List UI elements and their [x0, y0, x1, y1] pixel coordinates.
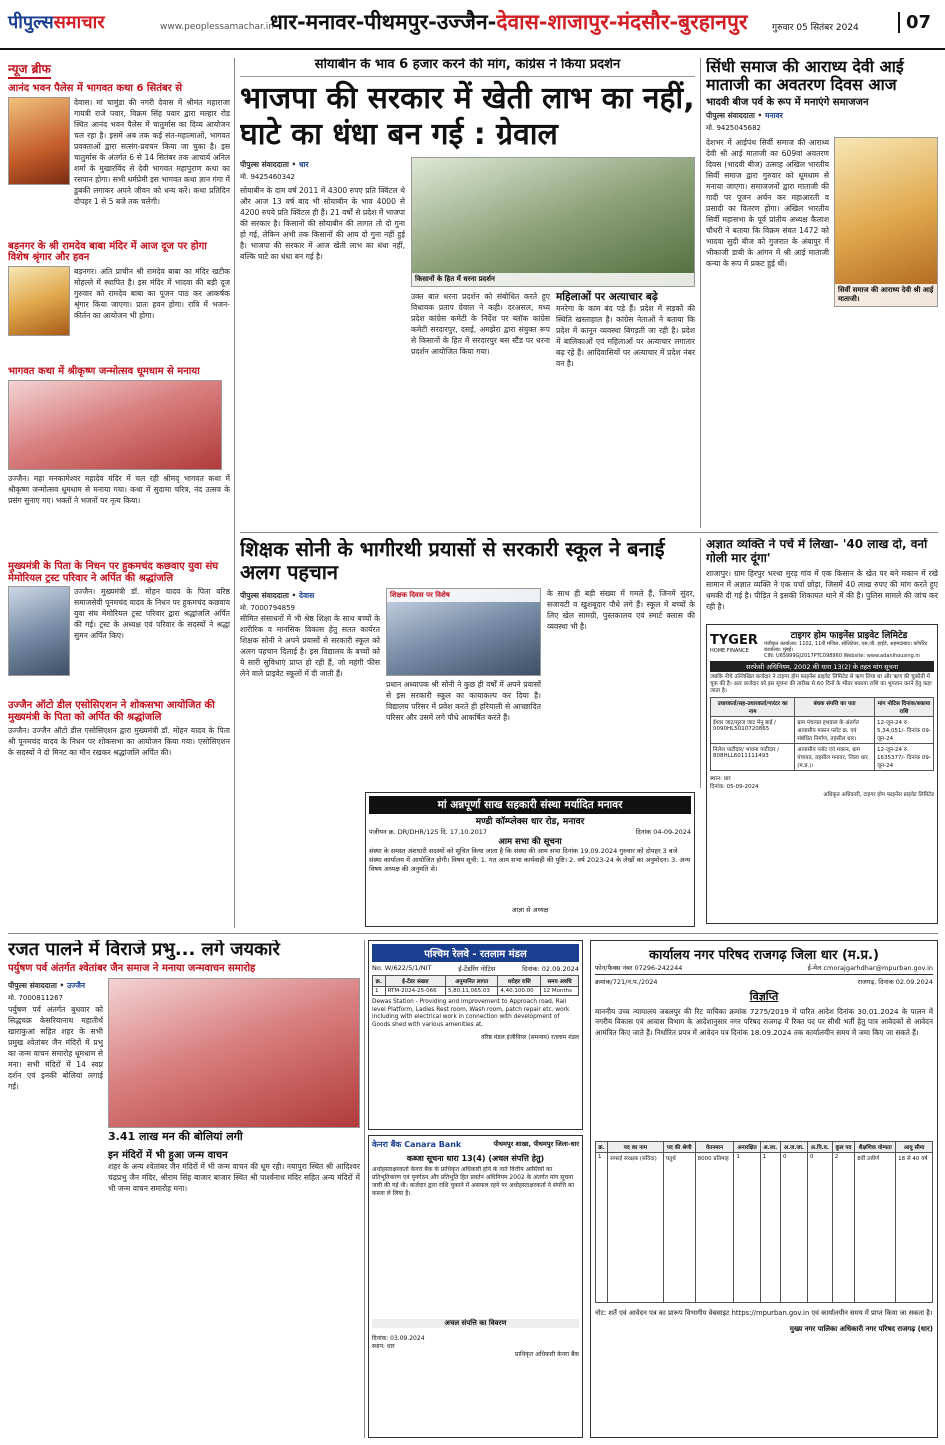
sirvi-headline[interactable]: सिंधी समाज की आराध्य देवी आई माताजी का अवतरण दिवस आज	[706, 58, 904, 95]
brief-title: बड़नगर के श्री रामदेव बाबा मंदिर में आज दूज पर होगा विशेष श्रृंगार और हवन	[8, 240, 207, 263]
brief-title: मुख्यमंत्री के पिता के निधन पर हुकमचंद कछवाए युवा संघ मेमोरियल ट्रस्ट परिवार ने अर्पित की श्रद्धांजलि	[8, 561, 219, 584]
table-row	[373, 987, 579, 996]
tyger-date: दिनांक: 05-09-2024	[710, 784, 759, 791]
canara-branch: पीथमपुर शाखा, पीथमपुर जिला-धार	[493, 1140, 579, 1148]
coop-body: संस्था के समस्त अंशधारी सदस्यों को सूचित किया जाता है कि संस्था की आम सभा दिनांक 19.09.2024 गुरुवार को दोपहर 3 बजे संस्था कार्यालय में आयोजित होगी। विषय सूची: 1. गत आम सभा कार्यवाही की पुष्टि। 2. वर्ष 2023-24 के लेखों का अनुमोदन। 3. अन्य विषय अध्यक्ष की अनुमति से।	[369, 847, 691, 873]
tyger-cell: आवासीय प्लॉट एवं मकान, ग्राम पंचायत, तहसील मनावर, जिला धार (म.प्र.)।	[795, 744, 875, 771]
rajgarh-table	[595, 1141, 933, 1303]
rajgarh-cell: 8वीं उत्तीर्ण	[855, 1153, 896, 1303]
jain-photo-caption: 3.41 लाख मन की बोलियां लगी	[108, 1130, 243, 1144]
jain-body: पर्युषण पर्व अंतर्गत बुधवार को सिद्धचक्र केसरियानाथ महातीर्थ खाराकुआं सहित शहर के सभी प्रमुख श्वेतांबर जैन मंदिरों में प्रभु का जन्म वाचन समारोह धूमधाम से मना। सभी मंदिरों में 14 स्वप्न दर्शन एवं इनकी बोलियां लगाई गईं।	[8, 1004, 103, 1091]
rajgarh-col-header: अ.पि.व.	[807, 1142, 832, 1153]
teacher-story	[240, 538, 695, 788]
rajgarh-col-header: वेतनमान	[695, 1142, 734, 1153]
byline-name: पीपुल्स संवाददाता	[706, 111, 755, 121]
lead-headline[interactable]: भाजपा की सरकार में खेती लाभ का नहीं, घाटे का धंधा बन गई : ग्रेवाल	[240, 80, 695, 152]
page-number: 07	[898, 12, 931, 33]
railway-subtitle: ई-टेंडरिंग नोटिस	[458, 965, 496, 973]
teacher-body-2: प्रधान अध्यापक श्री सोनी ने कुछ ही वर्षों में अपने प्रयासों से इस सरकारी स्कूल का कायाकल्प कर दिया है। विद्यालय परिसर में प्रवेश करते ही हरियाली से आच्छादित परिसर और उसमें लगे पौधे आकर्षित करते हैं।	[386, 680, 541, 722]
issue-date: गुरुवार 05 सितंबर 2024	[772, 23, 859, 33]
railway-title: पश्चिम रेलवे - रतलाम मंडल	[372, 944, 579, 962]
brief-item	[8, 366, 230, 558]
railway-cell: 5,80,11,065.03	[445, 987, 497, 996]
jain-subhead-2: इन मंदिरों में भी हुआ जन्म वाचन	[108, 1149, 228, 1161]
rajgarh-col-header: क्र.	[596, 1142, 608, 1153]
sirvi-body: देशभर में आईपंथ सिर्वी समाज की आराध्य देवी श्री आई माताजी का 609वां अवतरण दिवस (भादवी बीज) उत्साह अखिल भारतीय सिर्वी समाज द्वारा गुरुवार को धूमधाम से मनाया जाएगा। समाजजनों द्वारा माताजी की गादी पर पूजन अर्चन कर महाआरती व प्रसादी का वितरण होगा। अखिल भारतीय सिर्वी महासभा के पूर्व प्रांतीय अध्यक्ष कैलाश चौधरी ने बताया कि विक्रम संवत 1472 को भादवा सुदी बीज को गुजरात के अंबापुर में भीकाजी डाबी के आंगन में श्री आई माताजी कन्या के रूप में प्रकट हुई थीं।	[706, 137, 829, 268]
rajgarh-cell: 8000 प्रतिमाह	[695, 1153, 734, 1303]
jain-story	[8, 940, 360, 1438]
table-row	[711, 717, 934, 744]
canara-logo: केनरा बैंक Canara Bank	[372, 1140, 462, 1149]
brief-body: उज्जैन। महा मनकामेश्वर महादेव मंदिर में चल रही श्रीमद् भागवत कथा में श्रीकृष्ण जन्मोत्सव धूमधाम से मनाया गया। कथा में सुदामा चरित्र, नंद उत्सव के प्रसंग सुनाए गए। भक्तों ने भजनों पर नृत्य किया।	[8, 474, 230, 505]
rajgarh-body: माननीय उच्च न्यायालय जबलपुर की रिट याचिका क्रमांक 7275/2019 में पारित आदेश दिनांक 30.01.2024 के पालन में नगरीय विकास एवं आवास विभाग के आदेशानुसार नगर परिषद राजगढ़ में रिक्त पद पर सीधी भर्ती हेतु पात्र आवेदकों से आवेदन आमंत्रित किए जाते हैं। निर्धारित प्रपत्र में आवेदन पत्र दिनांक 18.09.2024 तक कार्यालयीन समय में जमा किए जा सकते हैं।	[595, 1007, 933, 1037]
sirvi-photo	[834, 137, 938, 307]
tyger-place: स्थान: धार	[710, 776, 731, 783]
rajgarh-col-header: कुल पद	[832, 1142, 854, 1153]
tyger-table	[710, 697, 934, 771]
sirvi-subhead: भादवी बीज पर्व के रूप में मनाएंगे समाजजन	[706, 96, 869, 108]
byline-name: पीपुल्स संवाददाता	[8, 981, 57, 991]
teacher-special-tag: शिक्षक दिवस पर विशेष	[387, 589, 540, 602]
tyger-cin: CIN: U65999GJ2017PTC098960 Website: www.adanihousing.in	[764, 653, 920, 659]
byline-phone: मो. 7000811267	[8, 994, 63, 1003]
tyger-cell: ग्राम पंचायत हथवाल के अंतर्गत आवासीय मकान प्लॉट क्र. एवं संबंधित निर्माण, तहसील धार।	[795, 717, 875, 744]
column-rule	[234, 58, 235, 928]
table-row	[596, 1153, 933, 1303]
lead-body-2: उक्त बात धरना प्रदर्शन को संबोधित करते हुए विधायक प्रताप ग्रेवाल ने कही। दरअसल, मध्य प्रदेश कांग्रेस कमेटी के निर्देश पर ब्लॉक कांग्रेस कमेटी सरदारपुर, दसई, अमझेरा द्वारा संयुक्त रूप से किसानों के हित में सरदारपुर बस स्टैंड पर धरना प्रदर्शन आयोजित किया गया।	[411, 291, 550, 356]
tyger-address: पंजीकृत कार्यालय: 1102, 11वीं मंजिल, सोलिटेयर, एस.जी. हाईवे, अहमदाबाद। कॉर्पोरेट कार्यालय: मुंबई।	[764, 641, 928, 653]
rajgarh-parishad-ad	[590, 940, 938, 1438]
rajgarh-col-header: शैक्षणिक योग्यता	[855, 1142, 896, 1153]
brief-item	[8, 83, 230, 237]
lead-body-1: सोयाबीन के दाम वर्ष 2011 में 4300 रुपए प्रति क्विंटल थे और आज 13 वर्ष बाद भी सोयाबीन के भाव 4000 से 4200 रुपये प्रति क्विंटल ही हैं। 21 वर्षों से प्रदेश में भाजपा की सरकार है। किसानों की सोयाबीन की लागत तो दो गुना हो गई, लेकिन अभी तक किसानों की आय दो गुना नहीं हुई है। भाजपा की सरकार में आज खेती लाभ का धंधा नहीं, बल्कि घाटे का धंधा बन गई है।	[240, 186, 405, 262]
region-red: देवास-शाजापुर-मंदसौर-बुरहानपुर	[496, 10, 748, 34]
threat-story	[706, 538, 938, 618]
canara-sign: प्राधिकृत अधिकारी केनरा बैंक	[515, 1351, 579, 1358]
tyger-col-header: बंधक संपत्ति का पता	[795, 698, 875, 717]
tyger-cell: ईश्वर जाट/सूरज जाट मेनू बाई / 0090HL5010720865	[711, 717, 795, 744]
coop-sign: आज्ञा से अध्यक्ष	[511, 906, 549, 914]
column-rule	[364, 940, 365, 1438]
rajgarh-ref: क्रमांक/721/न.प./2024	[595, 978, 658, 986]
lead-byline: पीपुल्स संवाददाता • धार	[240, 159, 309, 169]
brief-photo	[8, 266, 70, 336]
coop-notice: आम सभा की सूचना	[498, 837, 562, 847]
tyger-cell: निलेश पाटीदार/ भावना पाटीदार / 808HLL6011111493	[711, 744, 795, 771]
region-black: धार-मनावर-पीथमपुर-उज्जैन-	[270, 10, 497, 34]
teacher-body-1: सीमित संसाधनों में भी श्रेष्ठ शिक्षा के साथ बच्चों के शारीरिक व मानसिक विकास हेतु सतत कार्यरत शिक्षक सोनी ने अपने प्रयासों से सरकारी स्कूल को अलग पहचान दिलाई है। इस विद्यालय के बच्चों को ये सारी सुविधाएं प्राप्त हो रही हैं, जो महंगी फीस लेने वाले प्राइवेट स्कूलों में दी जाती हैं।	[240, 614, 380, 679]
rajgarh-cell: 1	[596, 1153, 608, 1303]
rajgarh-cell: 0	[807, 1153, 832, 1303]
tyger-intro: जबकि नीचे उल्लिखित कर्जदार ने टाइगर होम फाइनेंस प्राइवेट लिमिटेड से ऋण लिया था और ऋण की चुकौती में चूक की है। अतः कर्जदार को इस सूचना की तारीख से 60 दिनों के भीतर बकाया राशि का भुगतान करने हेतु कहा जाता है।	[710, 674, 932, 695]
lead-body-3: मनरेगा के काम बंद पड़े हैं। प्रदेश में सड़कों की स्थिति खस्ताहाल है। कांग्रेस नेताओं ने बताया कि प्रदेश में कानून व्यवस्था बिगड़ती जा रही है। प्रदेश में बालिकाओं एवं महिलाओं पर अत्याचार लगातार बढ़ रहे हैं। आदिवासियों पर अत्याचार में प्रदेश नंबर वन है।	[556, 304, 695, 368]
tyger-cell: 12-जून-24 रु. 5,34,051/- दिनांक 09-जून-24	[874, 717, 933, 744]
teacher-byline: पीपुल्स संवाददाता • देवास	[240, 591, 315, 600]
rajgarh-col-header: आयु सीमा	[896, 1142, 933, 1153]
rajgarh-email[interactable]: ई-मेल cmorajgarhdhar@mpurban.gov.in	[807, 964, 933, 972]
jain-subhead: पर्युषण पर्व अंतर्गत श्वेतांबर जैन समाज ने मनाया जन्मवाचन समारोह	[8, 962, 256, 974]
canara-title: कब्जा सूचना धारा 13(4) (अचल संपत्ति हेतु)	[406, 1154, 545, 1163]
tyger-col-header: उधारकर्ता/सह-उधारकर्ता/गारंटर का नाम	[711, 698, 795, 717]
rajgarh-col-header: अनारक्षित	[734, 1142, 760, 1153]
brief-photo	[8, 97, 70, 185]
railway-date: दिनांक: 02.09.2024	[522, 965, 579, 973]
lead-subhead: महिलाओं पर अत्याचार बढ़े	[556, 290, 658, 303]
brief-body: उज्जैन। मुख्यमंत्री डॉ. मोहन यादव के पिता वरिष्ठ समाजसेवी पूनमचंद यादव के निधन पर हुकमचंद कछवाय युवा संघ मेमोरियल ट्रस्ट परिवार द्वारा श्रद्धांजलि अर्पित की गई। ट्रस्ट के अध्यक्ष एवं परिवार के सदस्यों ने श्रद्धा सुमन अर्पित किए।	[74, 587, 230, 640]
brief-body: देवास। मां चामुंडा की नगरी देवास में श्रीमंत महाराजा गायत्री राजे पवार, विक्रम सिंह पवार द्वारा मल्हार रोड स्थित आनंद भवन पैलेस में चातुर्मास का दिव्य आयोजन चल रहा है। इसमें अब तक कई संत-महात्माओं, भागवत प्रवक्ताओं द्वारा सत्संग-प्रवचन किया जा चुका है। इस चातुर्मास के अंतर्गत 6 से 14 सितंबर तक आचार्य अनिल शर्मा के मुखारविंद से देवी भागवत महापुराण कथा का रसपान होगा। सभी धर्मप्रेमी इस भागवत कथा ज्ञान गंगा में डुबकी लगाकर अपने जीवन को धन्य करें। कथा प्रतिदिन दोपहर 1 से 5 बजे तक चलेगी।	[74, 97, 230, 206]
tyger-notice: सरफेसी अधिनियम, 2002 की धारा 13(2) के तहत मांग सूचना	[710, 661, 934, 672]
railway-col-header: समय अवधि	[541, 976, 579, 987]
brief-photo	[8, 586, 70, 676]
teacher-body-3: के साथ ही बड़ी संख्या में गमले हैं, जिनमें सुंदर, सजावटी व खुशबूदार पौधे लगे हैं। स्कूल में बच्चों के लिए खेल सामग्री, पुस्तकालय एवं स्मार्ट क्लास की व्यवस्था भी है।	[547, 589, 695, 631]
tyger-brand: TYGER	[710, 633, 758, 648]
tyger-finance-ad	[706, 624, 938, 924]
rajgarh-col-header: पद का नाम	[608, 1142, 663, 1153]
teacher-headline[interactable]: शिक्षक सोनी के भागीरथी प्रयासों से सरकारी स्कूल ने बनाई अलग पहचान	[240, 538, 665, 584]
news-brief-column	[8, 58, 230, 928]
news-brief-label: न्यूज ब्रीफ	[8, 60, 51, 79]
tyger-brand-sub: HOME FINANCE	[710, 648, 749, 654]
rajgarh-cell: 1	[760, 1153, 780, 1303]
tyger-cell: 12-जून-24 रु. 1635377/- दिनांक 09-जून-24	[874, 744, 933, 771]
brief-photo	[8, 380, 222, 470]
newspaper-logo[interactable]	[8, 10, 105, 34]
sirvi-byline: पीपुल्स संवाददाता • मनावर	[706, 111, 783, 121]
rajgarh-cell: 2	[832, 1153, 854, 1303]
railway-footer: वरिष्ठ मंडल इंजीनियर (समन्वय) रतलाम मंडल	[481, 1034, 579, 1042]
lead-photo-caption: किसानों के हित में धरना प्रदर्शन	[412, 273, 694, 286]
rajgarh-col-header: अ.जा.	[760, 1142, 780, 1153]
byline-name: पीपुल्स संवाददाता	[240, 591, 289, 600]
region-banner	[270, 8, 747, 36]
railway-table	[372, 975, 579, 996]
rajgarh-col-header: पद की श्रेणी	[663, 1142, 695, 1153]
rajgarh-notice-title: विज्ञप्ति	[749, 990, 779, 1003]
byline-bureau: उज्जैन	[66, 981, 86, 991]
coop-address: मण्डी कॉम्प्लेक्स धार रोड, मनावर	[475, 817, 585, 827]
rajgarh-cell: सफाई संरक्षक (संविदा)	[608, 1153, 663, 1303]
byline-phone: मो. 7000794859	[240, 604, 295, 612]
jain-photo	[108, 978, 360, 1128]
section-rule	[8, 933, 938, 934]
coop-reg: पंजीयन क्र. DR/DHR/125 दि. 17.10.2017	[369, 828, 488, 836]
rajgarh-cell: 0	[780, 1153, 807, 1303]
byline-bureau: देवास	[298, 591, 315, 600]
section-rule	[240, 532, 938, 533]
byline-bureau: मनावर	[764, 111, 783, 121]
byline-name: पीपुल्स संवाददाता	[240, 159, 289, 169]
tyger-title: टाइगर होम फाइनेंस प्राइवेट लिमिटेड	[790, 631, 908, 641]
threat-headline[interactable]: अज्ञात व्यक्ति ने पर्चे में लिखा- '40 लाख दो, वर्ना गोली मार दूंगा'	[706, 538, 928, 565]
rajgarh-col-header: अ.ज.जा.	[780, 1142, 807, 1153]
cooperative-ad	[365, 792, 695, 927]
coop-date: दिनांक 04-09-2024	[635, 828, 691, 836]
threat-body: शाजापुर। ग्राम हिरपुर भरथा मुरड़ गांव में एक किसान के खेत पर बने मकान में रखे सामान में अज्ञात व्यक्ति ने एक पर्चा छोड़ा, जिसमें 40 लाख रुपए की मांग करते हुए धमकी दी गई है। पीड़ित ने इसकी शिकायत थाने में की है। पुलिस मामले की जांच कर रही है।	[706, 568, 938, 611]
rajgarh-cell: चतुर्थ	[663, 1153, 695, 1303]
rajgarh-phone: फोन/फैक्स नंबर 07296-242244	[595, 964, 683, 972]
column-rule	[700, 538, 701, 788]
railway-ref: No. W/622/5/1/NIT	[372, 964, 432, 972]
brief-body: बड़नगर। अति प्राचीन श्री रामदेव बाबा का मंदिर खटीक मोहल्ले में स्थापित है। इस मंदिर में भादवा की बड़ी दूज गुरुवार को रामदेव बाबा का पूजन पाठ कर आकर्षक श्रृंगार किया जाएगा। प्रातः हवन होगा। रात्रि में भजन-कीर्तन का आयोजन भी होगा।	[74, 266, 230, 320]
rajgarh-footer: नोट: शर्ते एवं आवेदन पत्र का प्रारूप विभागीय वेबसाइट https://mpurban.gov.in एवं कार्यालयीन समय में प्राप्त किया जा सकता है।	[595, 1309, 933, 1317]
logo-right: समाचार	[53, 12, 105, 33]
website-url[interactable]: www.peoplessamachar.in	[160, 22, 274, 32]
logo-left: पीपुल्स	[8, 12, 54, 33]
jain-byline: पीपुल्स संवाददाता • उज्जैन	[8, 981, 86, 991]
jain-body-2: शहर के अन्य श्वेतांबर जैन मंदिरों में भी जन्म वाचन की धूम रही। नयापुरा स्थित श्री आदिश्वर चंद्रप्रभु जैन मंदिर, श्रीराम सिंह बाजार बाजार स्थित श्री पार्श्वनाथ मंदिर सहित अन्य मंदिरों में भी जन्म वाचन समारोह मना।	[108, 1162, 360, 1194]
column-rule	[700, 58, 701, 528]
jain-headline[interactable]: रजत पालने में विराजे प्रभु... लगे जयकारे	[8, 940, 280, 960]
railway-cell: RTM-2024-25-066	[385, 987, 445, 996]
canara-bank-ad	[368, 1135, 583, 1438]
coop-title: मां अन्नपूर्णा साख सहकारी संस्था मर्यादित मनावर	[369, 796, 691, 814]
railway-desc: Dewas Station - Providing and improvement to Approach road, Rail level Platform, Ladies Rest room, Wash room, patch repair etc. work including with electrical work in connection with development of Goods shed with various amenities at.	[372, 999, 570, 1028]
rajgarh-cell: 18 से 40 वर्ष	[896, 1153, 933, 1303]
brief-item	[8, 241, 230, 362]
railway-cell: 1	[373, 987, 386, 996]
byline-phone: मो. 9425045682	[706, 124, 761, 133]
railway-tender-ad	[368, 940, 583, 1130]
lead-story	[240, 58, 695, 528]
teacher-photo	[386, 588, 541, 676]
byline-phone: मो. 9425460342	[240, 172, 295, 181]
brief-title: भागवत कथा में श्रीकृष्ण जन्मोत्सव धूमधाम से मनाया	[8, 365, 200, 377]
brief-title: आनंद भवन पैलेस में भागवत कथा 6 सितंबर से	[8, 83, 183, 94]
railway-cell: 12 Months	[541, 987, 579, 996]
rajgarh-cell: 1	[734, 1153, 760, 1303]
brief-title: उज्जैन ऑटो डील एसोसिएशन ने शोकसभा आयोजित की मुख्यमंत्री के पिता को अर्पित की श्रद्धांजलि	[8, 700, 215, 723]
byline-bureau: धार	[298, 159, 309, 169]
railway-cell: 4,40,100.00	[498, 987, 541, 996]
brief-item	[8, 700, 230, 845]
rajgarh-ref-date: राजगढ़, दिनांक 02.09.2024	[857, 978, 933, 986]
lead-photo	[411, 157, 695, 287]
railway-col-header: अनुमानित लागत	[445, 976, 497, 987]
masthead	[0, 0, 945, 50]
brief-item	[8, 561, 230, 696]
canara-body: अधोहस्ताक्षरकर्ता केनरा बैंक के प्राधिकृत अधिकारी होने के नाते वित्तीय आस्तियों का प्रतिभूतिकरण एवं पुनर्गठन और प्रतिभूति हित प्रवर्तन अधिनियम 2002 के अंतर्गत मांग सूचना जारी की गई थी। कर्जदार द्वारा राशि चुकाने में असफल रहने पर अधोहस्ताक्षरकर्ता ने संपत्ति का कब्जा ले लिया है।	[372, 1166, 575, 1198]
canara-footer-title: अचल संपत्ति का विवरण	[372, 1319, 579, 1328]
railway-col-header: क्र.	[373, 976, 386, 987]
railway-col-header: ई-टेंडर संख्या	[385, 976, 445, 987]
canara-place: स्थान: धार	[372, 1343, 395, 1350]
canara-date: दिनांक: 03.09.2024	[372, 1335, 425, 1342]
rajgarh-title: कार्यालय नगर परिषद राजगढ़ जिला धार (म.प्र.)	[649, 948, 879, 963]
tyger-col-header: मांग नोटिस दिनांक/बकाया राशि	[874, 698, 933, 717]
sirvi-story	[706, 58, 938, 528]
rajgarh-sign: मुख्य नगर पालिका अधिकारी नगर परिषद राजगढ़ (धार)	[789, 1324, 933, 1333]
table-row	[711, 744, 934, 771]
railway-col-header: धरोहर राशि	[498, 976, 541, 987]
sirvi-photo-caption: सिर्वी समाज की आराध्य देवी श्री आई माताजी।	[835, 284, 937, 306]
brief-body: उज्जैन। उज्जैन ऑटो डील एसोसिएशन द्वारा मुख्यमंत्री डॉ. मोहन यादव के पिता श्री पूनमचंद यादव के निधन पर शोकसभा का आयोजन किया गया। एसोसिएशन के सदस्यों ने दो मिनट का मौन रखकर श्रद्धांजलि अर्पित की।	[8, 726, 230, 757]
tyger-footer: अधिकृत अधिकारी, टाइगर होम फाइनेंस प्राइवेट लिमिटेड	[823, 792, 934, 799]
lead-kicker: सोयाबीन के भाव 6 हजार करने की मांग, कांग्रेस ने किया प्रदर्शन	[240, 58, 695, 77]
